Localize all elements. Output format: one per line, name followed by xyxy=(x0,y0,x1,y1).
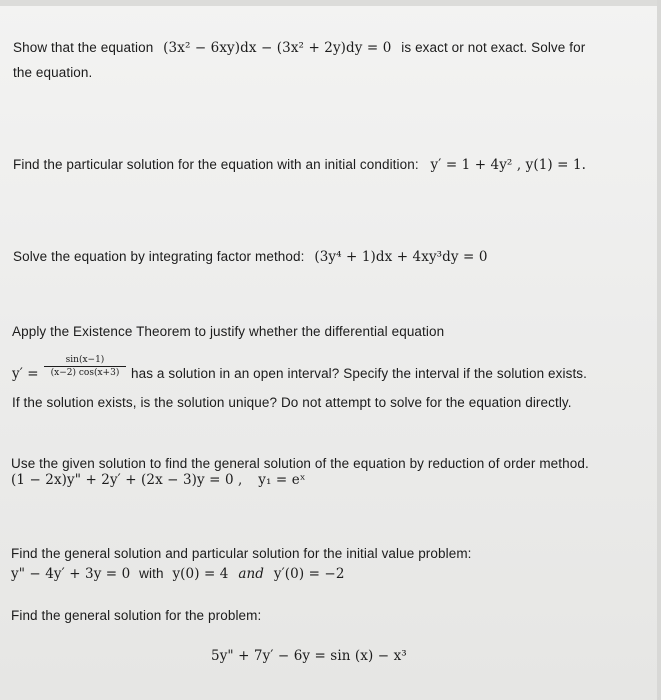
problem-3-equation: (3y⁴ + 1)dx + 4xy³dy = 0 xyxy=(314,249,488,265)
problem-1-text-a: Show that the equation xyxy=(13,40,154,55)
problem-6-and: and xyxy=(238,566,265,582)
problem-5-line-1 xyxy=(11,456,589,471)
problem-1-line-2 xyxy=(13,65,92,80)
problem-4-line-3 xyxy=(12,395,572,410)
problem-4-fraction xyxy=(44,355,126,378)
problem-6-line-1-text: Find the general solution and particular solution for the initial value problem: xyxy=(11,546,472,561)
page-right-edge xyxy=(657,0,661,700)
problem-6-line-2 xyxy=(11,566,345,582)
problem-4-denominator: (x−2) cos(x+3) xyxy=(50,368,120,378)
problem-5-line-1-text: Use the given solution to find the general solution of the equation by reduction of order method. xyxy=(11,456,589,471)
problem-4-lhs: y′ = xyxy=(12,366,39,382)
problem-1-text-c: the equation. xyxy=(13,65,93,80)
problem-3-text: Solve the equation by integrating factor method: xyxy=(13,249,305,264)
problem-4-line-2 xyxy=(131,366,587,381)
problem-6-with: with xyxy=(139,566,164,581)
problem-4-line-3-text: If the solution exists, is the solution unique? Do not attempt to solve for the equation directly. xyxy=(12,395,572,410)
problem-7-line-1 xyxy=(11,608,261,623)
problem-6-condition-1: y(0) = 4 xyxy=(172,566,229,582)
problem-4-numerator: sin(x−1) xyxy=(65,355,105,365)
page-top-edge xyxy=(0,0,661,6)
problem-4-line-1 xyxy=(12,324,444,339)
problem-6-equation: y" − 4y′ + 3y = 0 xyxy=(11,566,131,582)
problem-7-line-1-text: Find the general solution for the problem: xyxy=(11,608,262,623)
problem-1-line-1 xyxy=(13,40,585,56)
problem-7-equation: 5y" + 7y′ − 6y = sin (x) − x³ xyxy=(211,648,407,664)
problem-5-line-2 xyxy=(11,472,306,488)
problem-2-equation: y′ = 1 + 4y² , y(1) = 1. xyxy=(430,157,587,173)
problem-2-text: Find the particular solution for the equation with an initial condition: xyxy=(13,157,419,172)
problem-5-solution: y₁ = eˣ xyxy=(258,472,306,488)
problem-2-line xyxy=(13,157,586,173)
problem-1-text-b: is exact or not exact. Solve for xyxy=(401,40,586,55)
problem-3-line xyxy=(13,249,488,265)
problem-6-condition-2: y′(0) = −2 xyxy=(273,566,345,582)
problem-6-line-1 xyxy=(11,546,472,561)
problem-4-line-1-text: Apply the Existence Theorem to justify whether the differential equation xyxy=(12,324,445,339)
problem-5-equation: (1 − 2x)y" + 2y′ + (2x − 3)y = 0 , xyxy=(11,472,243,488)
problem-1-equation: (3x² − 6xy)dx − (3x² + 2y)dy = 0 xyxy=(163,40,392,56)
problem-4-line-2-text: has a solution in an open interval? Specify the interval if the solution exists. xyxy=(131,366,588,381)
